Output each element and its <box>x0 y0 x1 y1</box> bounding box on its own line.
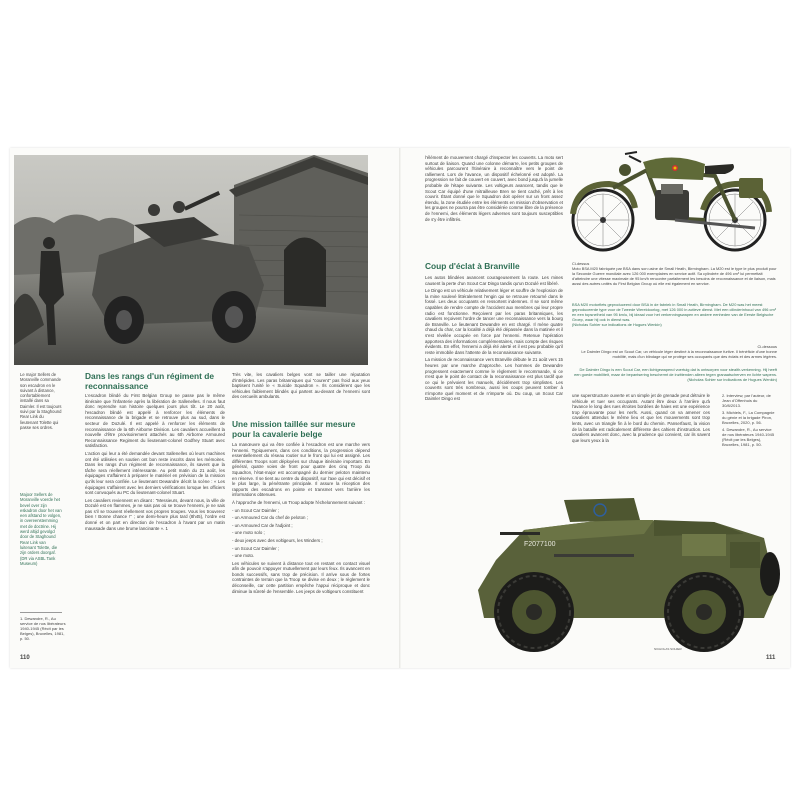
left-column-1 <box>85 393 225 655</box>
paragraph: La mission de reconnaissance vers Branville débute le 21 août vers 15 heures par une marche d'approche. Les hommes de Dewandre progressent exactement comme le règlement le recommande, si ce n'est que le point de contact de la reconnaissance est plus tardif que ce qui le prévoient les manuels, décidément trop simplistes. Les couverts sont très nombreux, aussi les coups peuvent tomber à n'importe quel moment et de n'importe où. Du coup, un Scout Car Daimler Dingo est <box>425 357 563 402</box>
paragraph: l'élément de mouvement chargé d'inspecter les couverts. La moto sert surtout de liaison. Quand une colonne démarre, les petits groupes de véhicules parcourent l'itinéraire à reconnaître vers le point de ralliement. Lors de l'avance, un dispositif échelonné est adopté. La progression se fait de couvert en couvert, avec bond jusqu'à la jumelle probable de l'étape suivante. Les voltigeurs avancent, tandis que le Scout Car équipé d'une mitrailleuse Bren se tient caché, prêt à les couvrir. Étant donné que le Squadron doit opérer sur un front assez étendu, la zone étudiée entre les éléments en mission d'observation et les groupes ne pourra pas être considérée comme libre de la présence de l'ennemi, des éléments légers adverses sont toujours susceptibles de s'y être infiltrés. <box>425 155 563 222</box>
paragraph: une superstructure ouverte et un simple jet de grenade peut détruire le véhicule et tuer ses occupants. Autant être deux à l'arrière qu'à l'avance le long des rues étroites bordées de haies est une expérience trop éprouvante pour les nerfs. Aussi, quand on va amener ces cavaliers attendus le même lieu et que les mouvements sont trop lents, avec un triangle fin à le bord du chemin. Panserfaust, la vision de la bataille est radicalement différente des cahiers d'instruction. Les cavaliers avancent donc, avec la prudence qui convient, car ils savent que leurs yeux à la <box>572 393 710 443</box>
paragraph: L'action qui leur a été demandée devant Sallenelles où leurs machines ont été utilisées en soutien ont bon reste inscrits dans les mémoires. Dans les rangs d'un régiment de reconnaissance, ils savent que la tâche sera réellement intéressante. Au petit matin du 21 août, les équipages s'affairent à préparer le matériel en prévision de la mission qu'ils leur sera confiée. Le lieutenant Dewandre décrit la scène : « Les équipages s'affairent avec les derniers vérifications lorsque les officiers sont convoqués au PC du lieutenant-colonel Stuart. <box>85 450 225 496</box>
page-number-left: 110 <box>20 655 30 661</box>
list-item: - un Scout Car Daimler ; <box>232 545 280 551</box>
vehicle-registration: F2077100 <box>524 541 556 548</box>
page-number-right: 111 <box>766 655 776 661</box>
photo-caption-fr: Le major Sellers de Moranville commande son escadron en le suivant à distance, confortablement installé dans sa Daimler. Il est toujours suivi par la Staghound Rear Link du lieutenant Tolette qui passe ses ordres. <box>20 372 62 430</box>
paragraph: La manœuvre qui va être confiée à l'escadron est une marche vers l'ennemi. Typiquement, dans ces conditions, la progression dépend essentiellement du réseau routier sur le front qui lui est assigné. Les différentes Troops sont déployées sur chaque itinéraire important. En général, quatre voies de front pour quatre des cinq Troop du Squadron, l'état-major est accompagné du dernier peloton maintenu en réserve. Il se tient au centre du dispositif, sur l'axe qui est décisif et le plus large, la pénétrante principale. Il assure la réception des rapports des escadrons en pointe et transmet vers l'arrière les informations obtenues. <box>232 442 370 498</box>
list-item: - deux jeeps avec des voltigeurs, les Winders ; <box>232 537 323 543</box>
bsa-m20-motorcycle-illustration <box>565 148 775 260</box>
motorcycle-caption-fr: Ci-dessus Moto BSA M20 fabriquée par BSA dans son usine de Small Heath, Birmingham. La M20 est le type le plus produit pour la Seconde Guerre mondiale avec 126 000 exemplaires en service actif. Sa cylindrée de 496 cm³ lui permettait d'atteindre une vitesse maximale de 95 km/h rencontre parfaitement les besoins de reconnaissance et de liaison, mais aussi des autres unités du First Belgian Group où elle est également en service. <box>572 262 777 286</box>
heading-belgian-cavalry-mission: Une mission taillée sur mesure pour la cavalerie belge <box>232 419 356 439</box>
list-item: - un Armoured Car de l'adjoint ; <box>232 522 293 528</box>
daimler-dingo-illustration <box>404 490 788 660</box>
footnote-item: 4. Dewandre, R., Au service de nos libérateurs 1940-1945 (Récit par les Belges), Bruxelles, 1981, p. 50. <box>722 427 775 447</box>
motorcycle-caption-nl: BSA M20 motorfiets geproduceerd door BSA in de fabriek in Small Heath, Birmingham. De M20 was het meest geproduceerde type voor de Tweede Wereldoorlog, met 126 000 in actieve dienst. Met een cilinderinhoud van 496 cm³ en een topsnelheid van 95 km/u, bij ideaal voor het verkenningswapen en andere eenheden van de Eerste Belgische Groep, waar hij ook in dienst was. (Nicholas Sohier sur indications de Hugues Wenkin) <box>572 303 777 327</box>
paragraph: À l'approche de l'ennemi, un Troop adopte l'échelonnement suivant : <box>232 499 365 505</box>
list-item: - une moto. <box>232 553 255 559</box>
paragraph: Les cavaliers reviennent en disant : "Messieurs, devant nous, la ville de Dozulé est en flammes, je ne sais pas où se trouve l'ennemi, je ne sais pas s'il se trouvent réellement vos propres troupes. Vous les trouverez bien ! Bonne chance !" ; une demi-heure plus tard (8h45), l'ordre est donné et on part en direction de l'escadron à l'avant par un matin maussade dans une brume lancinante ». 1 <box>85 497 225 531</box>
paragraph: Très vite, les cavaliers belges vont se tailler une réputation d'intrépides. Les paras britanniques qui "courent" pas froid aux yeux baptisent l'unité le « Suicide Squadron ». Ils considèrent que les véhicules faiblement blindés qui partent au-devant de l'ennemi sont des cercueils ambulants. <box>232 372 370 400</box>
paragraph: Les véhicules se suivent à distance tout en restant en contact visuel afin de pouvoir s'appuyer mutuellement par leurs feux. Ils avancent en bonds successifs, sans trop de précision. Il arrive sous de fortes contraintes de terrain que la Troop se divise en deux ; le règlement le déconseille, car cette partition empêche l'appui réciproque et donc diminue la sûreté de l'ensemble. Les jeeps de voltigeurs constituent <box>232 560 370 594</box>
right-column-1-top <box>425 155 563 255</box>
photo-caption-nl: Majoor Sellers de Moranville voerde het bevel over zijn eskadron door het van een afstand te volgen, in overeenstemming met de doctrine. Hij werd altijd gevolgd door de Staghound Rear Link van luitenant Tolette, die zijn orders doorgaf. (DR via ASBL Tank Museum) <box>20 492 62 566</box>
left-column-2-intro <box>232 372 370 417</box>
heading-reconnaissance-regiment: Dans les rangs d'un régiment de reconnaissance <box>85 371 215 391</box>
book-gutter <box>399 148 401 668</box>
paragraph: L'escadron blindé du First Belgian Group ne passe pas le même itinéraire que l'infanterie après la libération de Sallenelles. Il nous faut donc reprendre son histoire quelques jours plus tôt. Le 20 août, l'escadron blindé est appelé à renforcer les éléments de reconnaissance de la brigade et se retrouve plus au sud, dans le secteur de Dozulé. Il est appelé à renforcer les éléments de reconnaissance de la 6th Airborne Division. Les cavaliers accueillent la nouvelle d'être provisoirement attachés au 6th Airborne Armoured Reconnaissance Regiment du lieutenant-colonel Godfrey Stuart avec satisfaction. <box>85 393 225 449</box>
left-column-2 <box>232 442 370 656</box>
footnote-rule <box>20 612 62 613</box>
footnote-left: 1. Dewandre, R., Au service de nos libérateurs 1940-1945 (Récit par les Belges), Bruxelles, 1981, p. 50. <box>20 616 66 641</box>
paragraph: Les autos blindées avancent courageusement la route. Les mines causent la perte d'un Scout Car Dingo tandis qu'un Dozulé est libéré. <box>425 275 563 286</box>
list-item: - un Scout Car Daimler ; <box>232 507 280 513</box>
footnote-item: 3. Michiels, F., La Compagnie du génie et la brigade Piron, Bruxelles, 2020, p. 56. <box>722 410 775 425</box>
list-item: - une moto solo ; <box>232 530 265 536</box>
dingo-caption-nl: De Daimler Dingo is een Scout Car, een lichtgewapend voertuig dat is ontworpen voor stealth-verkenning. Hij heeft een goede mobiliteit, maar de bepantsering beschermt de inzittenden alleen tegen granaatscherven en lichte wapens. (Nicholas Sohier sur indications de Hugues Wenkin) <box>574 368 777 382</box>
right-column-1 <box>425 275 563 495</box>
list-item: - un Armoured Car du chef de peloton ; <box>232 515 308 521</box>
footnote-item: 2. Interview, par l'auteur, de Jean d'Offenhuis du 30/8/2013. <box>722 393 771 408</box>
footnotes-right <box>722 393 777 483</box>
armoured-car-photo <box>14 155 368 365</box>
illustrator-credit: NICHOLAS SOHIER <box>654 647 682 651</box>
dingo-caption-fr: Ci-dessous Le Daimler Dingo est un Scout Car, un véhicule léger destiné à la reconnaissance furtive. Il bénéficie d'une bonne mobilité, mais d'un blindage qui ne protège ses occupants que des éclats et des armes légères. <box>581 345 777 359</box>
heading-branville: Coup d'éclat à Branville <box>425 261 520 271</box>
paragraph: Le Dingo est un véhicule relativement léger et souffre de l'explosion de la mine soulevé littéralement l'engin qui se retrouve retourné dans le fossé. Les deux occupants en ressortent indemnes. Il se sont même capables de rendre compte de l'accident aux membres qui leur propre radio est fonctionne. Reçoivent par les paras britanniques, les cavaliers reçoivent l'ordre de tancer une reconnaissance vers la bourg de Branville. Le lieutenant Dewandre en est chargé. Il mène quatre chaud du char, car la localité a déjà été dépassée dans la matinée et il s'est révélée occupée en force par l'ennemi. Retenue l'opération apportera des informations complémentaires, mais compte des risques évidents. En effet, l'ennemi a déjà été alerté et il est peu probable qu'il reste immobile dans l'attente de la reconnaissance suivante. <box>425 288 563 355</box>
right-column-2 <box>572 393 710 463</box>
